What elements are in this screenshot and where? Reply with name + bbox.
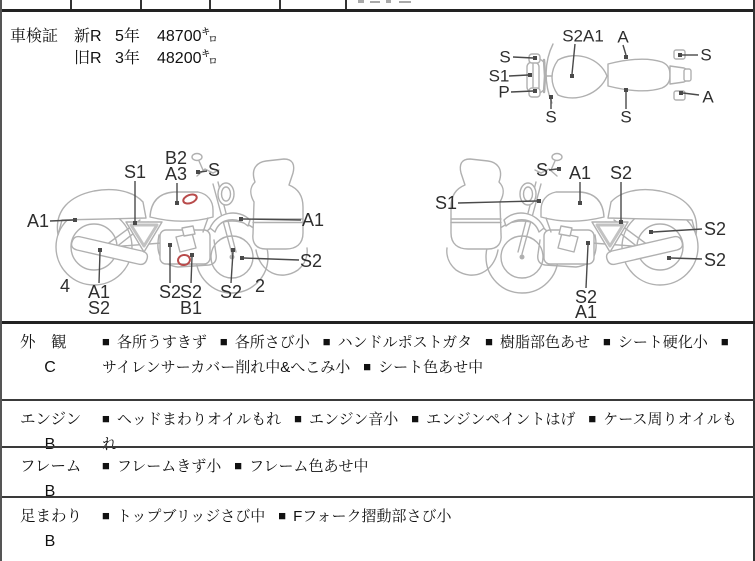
condition-item: ■ トップブリッジさび中 — [102, 508, 266, 525]
label-dot — [240, 256, 244, 260]
condition-item: ■ 各所さび小 — [219, 334, 310, 351]
shaken-rows — [74, 26, 218, 70]
top-view-sketch — [527, 44, 691, 103]
wheel-grade-number: 2 — [254, 276, 266, 296]
diagram-label: A — [702, 87, 714, 107]
label-dot — [667, 256, 671, 260]
leader-line — [513, 57, 533, 58]
diagram-label: P — [498, 82, 510, 102]
diagram-label: S — [535, 160, 549, 180]
era-value: 新R — [74, 28, 102, 45]
label-dot — [175, 201, 179, 205]
bullet-square-icon: ■ — [588, 411, 597, 426]
label-dot — [537, 199, 541, 203]
bullet-square-icon: ■ — [363, 359, 372, 374]
label-dot — [679, 91, 683, 95]
diagram-label: A1 — [574, 302, 598, 322]
diagram-label: S — [545, 107, 557, 127]
label-dot — [570, 74, 574, 78]
shaken-block — [10, 26, 218, 70]
condition-row — [2, 496, 755, 561]
label-dot — [586, 241, 590, 245]
diagram-label: A1 — [87, 282, 111, 302]
bullet-square-icon: ■ — [102, 508, 110, 523]
diagram-label: S2 — [219, 282, 243, 302]
diagram-label: A1 — [26, 211, 50, 231]
bullet-square-icon: ■ — [322, 334, 331, 349]
diagram-label: S2A1 — [562, 26, 604, 46]
condition-item: ■ Fフォーク摺動部さび小 — [278, 508, 452, 525]
motorcycle-right-side-diagram — [402, 140, 742, 325]
era-value: 旧R — [74, 50, 102, 67]
label-dot — [231, 248, 235, 252]
diagram-label: S — [207, 160, 221, 180]
condition-item: ■ 樹脂部色あせ — [485, 334, 591, 351]
bullet-square-icon: ■ — [485, 334, 494, 349]
leader-line — [511, 91, 533, 92]
diagram-label: A — [617, 27, 629, 47]
motorcycle-top-view-diagram — [482, 20, 752, 132]
condition-item: ■ 各所うすきず — [102, 334, 207, 351]
diagram-label: S — [620, 107, 632, 127]
label-dot — [649, 230, 653, 234]
condition-item: ■ ヘッドまわりオイルもれ — [102, 411, 282, 428]
shaken-label: 車検証 — [10, 28, 59, 45]
condition-grade: B — [44, 436, 56, 453]
table-divider — [209, 0, 211, 9]
diagram-label: A1 — [568, 163, 592, 183]
condition-label: 足まわり — [20, 508, 83, 525]
condition-grade: B — [44, 533, 56, 550]
bullet-square-icon: ■ — [603, 334, 611, 349]
cropped-text-artifact — [370, 1, 380, 3]
leader-line — [200, 171, 207, 172]
leader-line — [50, 220, 74, 221]
diagram-label: A3 — [164, 164, 188, 184]
label-dot — [678, 53, 682, 57]
label-dot — [557, 167, 561, 171]
leader-line — [243, 219, 301, 220]
label-dot — [533, 89, 537, 93]
label-dot — [578, 201, 582, 205]
odometer-value: 48700㌔ — [157, 28, 218, 45]
bullet-square-icon: ■ — [278, 508, 287, 523]
condition-item: ■ シート色あせ中 — [363, 359, 484, 376]
bullet-square-icon: ■ — [234, 458, 243, 473]
odometer-value: 48200㌔ — [157, 50, 218, 67]
label-dot — [133, 221, 137, 225]
condition-row — [2, 446, 755, 500]
bullet-square-icon: ■ — [411, 411, 420, 426]
leader-line — [191, 257, 192, 283]
bullet-square-icon: ■ — [102, 411, 110, 426]
year-value: 3年 — [115, 50, 140, 67]
condition-item: ■ フレームきず小 — [102, 458, 222, 475]
label-dot — [549, 95, 553, 99]
diagram-label: S2 — [299, 251, 323, 271]
condition-item: ■サイレンサーカバー削れ中&へこみ小 — [102, 334, 729, 376]
label-dot — [196, 170, 200, 174]
table-divider — [70, 0, 72, 9]
diagram-label: S1 — [488, 66, 510, 86]
diagram-label: S2 — [87, 298, 111, 318]
label-dot — [239, 217, 243, 221]
table-divider — [345, 0, 347, 9]
condition-item: ■ シート硬化小 — [603, 334, 708, 351]
label-dot — [619, 220, 623, 224]
label-dot — [73, 218, 77, 222]
leader-line — [671, 258, 702, 259]
cropped-text-artifact — [358, 0, 364, 3]
diagram-label: S2 — [158, 282, 182, 302]
cropped-text-artifact — [399, 1, 411, 3]
diagram-label: S — [700, 45, 712, 65]
condition-comments — [102, 330, 740, 380]
condition-item: ■ ハンドルポストガタ — [322, 334, 473, 351]
bullet-square-icon: ■ — [720, 334, 729, 349]
leader-line — [99, 252, 100, 283]
shaken-row — [74, 26, 218, 48]
label-dot — [190, 253, 194, 257]
diagram-label: S2 — [703, 250, 727, 270]
condition-label: 外 観 — [20, 334, 67, 351]
condition-item: ■ フレーム色あせ中 — [234, 458, 369, 475]
diagram-label: S1 — [434, 193, 458, 213]
leader-line — [509, 75, 528, 76]
condition-row — [2, 399, 755, 453]
condition-grade: C — [44, 359, 56, 376]
cropped-top-table-row — [2, 0, 755, 12]
label-dot — [98, 248, 102, 252]
diagram-label: S — [499, 47, 511, 67]
diagram-label: B1 — [179, 298, 203, 318]
bullet-square-icon: ■ — [294, 411, 302, 426]
cropped-text-artifact — [386, 0, 391, 3]
bullet-square-icon: ■ — [102, 458, 110, 473]
diagram-label: S2 — [574, 287, 598, 307]
condition-row — [2, 324, 755, 399]
condition-item: ■ ケース周りオイルもれ — [102, 411, 737, 453]
motorcycle-left-side-diagram — [12, 140, 352, 325]
table-divider — [279, 0, 281, 9]
label-dot — [168, 243, 172, 247]
condition-item: ■ エンジンペイントはげ — [411, 411, 576, 428]
diagram-label: S1 — [123, 162, 147, 182]
bullet-square-icon: ■ — [219, 334, 228, 349]
condition-label: エンジン — [20, 411, 82, 428]
diagram-label: A1 — [301, 210, 325, 230]
condition-item: ■ エンジン音小 — [294, 411, 399, 428]
bullet-square-icon: ■ — [102, 334, 110, 349]
leader-line — [623, 45, 626, 55]
table-divider — [140, 0, 142, 9]
condition-grade: B — [44, 483, 56, 500]
label-dot — [624, 55, 628, 59]
condition-comments — [102, 504, 740, 529]
wheel-grade-number: 4 — [59, 276, 71, 296]
condition-label: フレーム — [20, 458, 82, 475]
label-dot — [528, 73, 532, 77]
shaken-row — [74, 48, 218, 70]
condition-comments — [102, 454, 740, 479]
leader-line — [549, 169, 557, 170]
diagram-label: B2 — [164, 148, 188, 168]
label-dot — [624, 88, 628, 92]
condition-table — [2, 321, 755, 561]
label-dot — [533, 56, 537, 60]
diagram-label: S2 — [179, 282, 203, 302]
diagram-label: S2 — [703, 219, 727, 239]
diagram-label: S2 — [609, 163, 633, 183]
year-value: 5年 — [115, 28, 140, 45]
